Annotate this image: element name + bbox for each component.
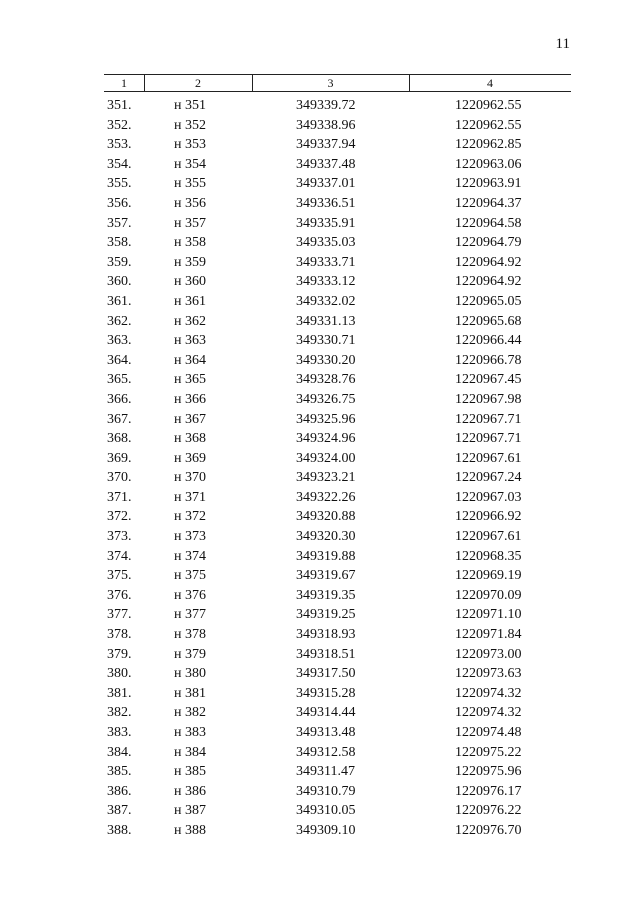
point-name: н 377: [174, 607, 206, 623]
row-number: 369.: [107, 450, 132, 466]
coordinate-x: 349319.88: [296, 548, 356, 564]
coordinate-x: 349320.88: [296, 509, 356, 525]
point-name: н 357: [174, 215, 206, 231]
row-number: 378.: [107, 627, 132, 643]
point-name: н 372: [174, 509, 206, 525]
table-row: [104, 527, 571, 547]
table-row: [104, 605, 571, 625]
table-row: [104, 233, 571, 253]
coordinate-x: 349333.12: [296, 274, 356, 290]
table-row: [104, 801, 571, 821]
table-row: [104, 272, 571, 292]
coordinate-y: 1220967.45: [455, 372, 522, 388]
table-row: [104, 312, 571, 332]
coordinate-x: 349335.03: [296, 235, 356, 251]
coordinate-y: 1220962.85: [455, 137, 522, 153]
point-name: н 384: [174, 744, 206, 760]
table-row: [104, 782, 571, 802]
coordinate-y: 1220975.22: [455, 744, 522, 760]
point-name: н 358: [174, 235, 206, 251]
table-row: [104, 723, 571, 743]
row-number: 355.: [107, 176, 132, 192]
coordinate-x: 349337.94: [296, 137, 356, 153]
coordinate-x: 349315.28: [296, 685, 356, 701]
row-number: 385.: [107, 764, 132, 780]
row-number: 357.: [107, 215, 132, 231]
point-name: н 385: [174, 764, 206, 780]
coordinate-y: 1220974.48: [455, 725, 522, 740]
row-number: 368.: [107, 431, 132, 447]
row-number: 360.: [107, 274, 132, 290]
table-row: [104, 194, 571, 214]
row-number: 354.: [107, 156, 132, 172]
table-row: [104, 331, 571, 351]
coordinate-y: 1220976.70: [455, 822, 522, 838]
point-name: н 362: [174, 313, 206, 329]
coordinate-x: 349338.96: [296, 117, 356, 133]
table-row: [104, 155, 571, 175]
coordinate-x: 349333.71: [296, 254, 356, 270]
coordinate-y: 1220975.96: [455, 764, 522, 780]
row-number: 386.: [107, 783, 132, 799]
row-number: 352.: [107, 117, 132, 133]
row-number: 362.: [107, 313, 132, 329]
table-row: [104, 684, 571, 704]
point-name: н 365: [174, 372, 206, 388]
table-row: [104, 743, 571, 763]
row-number: 379.: [107, 646, 132, 662]
table-row: [104, 410, 571, 430]
coordinate-y: 1220967.61: [455, 529, 522, 545]
point-name: н 360: [174, 274, 206, 290]
point-name: н 371: [174, 489, 206, 505]
coordinate-x: 349337.01: [296, 176, 356, 192]
coordinate-y: 1220962.55: [455, 117, 522, 133]
table-row: [104, 625, 571, 645]
row-number: 370.: [107, 470, 132, 486]
coordinate-y: 1220973.00: [455, 646, 522, 662]
point-name: н 356: [174, 195, 206, 211]
coordinate-y: 1220974.32: [455, 685, 522, 701]
coordinate-x: 349312.58: [296, 744, 356, 760]
coordinate-x: 349335.91: [296, 215, 356, 231]
table-body: [104, 96, 571, 841]
table-row: [104, 664, 571, 684]
column-header-1: 1: [104, 75, 145, 91]
point-name: н 352: [174, 117, 206, 133]
coordinate-y: 1220967.24: [455, 470, 522, 486]
coordinate-y: 1220967.61: [455, 450, 522, 466]
point-name: н 351: [174, 98, 206, 113]
point-name: н 373: [174, 529, 206, 545]
coordinate-x: 349310.79: [296, 783, 356, 799]
row-number: 380.: [107, 666, 132, 682]
coordinate-y: 1220964.58: [455, 215, 522, 231]
point-name: н 354: [174, 156, 206, 172]
coordinate-y: 1220964.37: [455, 195, 522, 211]
table-row: [104, 214, 571, 234]
coordinate-x: 349322.26: [296, 489, 356, 505]
coordinate-y: 1220967.71: [455, 431, 522, 447]
table-row: [104, 390, 571, 410]
coordinate-y: 1220966.92: [455, 509, 522, 525]
coordinate-x: 349317.50: [296, 666, 356, 682]
table-row: [104, 429, 571, 449]
point-name: н 382: [174, 705, 206, 721]
coordinate-x: 349319.25: [296, 607, 356, 623]
coordinate-y: 1220969.19: [455, 568, 522, 584]
coordinate-x: 349309.10: [296, 822, 356, 838]
table-row: [104, 507, 571, 527]
row-number: 356.: [107, 195, 132, 211]
row-number: 384.: [107, 744, 132, 760]
coordinate-y: 1220974.32: [455, 705, 522, 721]
coordinate-y: 1220965.05: [455, 293, 522, 309]
row-number: 367.: [107, 411, 132, 427]
coordinate-x: 349313.48: [296, 725, 356, 740]
coordinate-y: 1220976.17: [455, 783, 522, 799]
coordinate-x: 349331.13: [296, 313, 356, 329]
coordinate-x: 349337.48: [296, 156, 356, 172]
coordinate-y: 1220966.78: [455, 352, 522, 368]
point-name: н 366: [174, 391, 206, 407]
table-row: [104, 645, 571, 665]
coordinate-x: 349330.20: [296, 352, 356, 368]
column-header-4: 4: [487, 76, 493, 90]
coordinate-x: 349328.76: [296, 372, 356, 388]
row-number: 373.: [107, 529, 132, 545]
point-name: н 386: [174, 783, 206, 799]
coordinate-y: 1220967.98: [455, 391, 522, 407]
column-header-3: 3: [252, 75, 410, 91]
row-number: 382.: [107, 705, 132, 721]
coordinate-y: 1220976.22: [455, 803, 522, 819]
point-name: н 367: [174, 411, 206, 427]
coordinate-x: 349326.75: [296, 391, 356, 407]
row-number: 359.: [107, 254, 132, 270]
coordinate-y: 1220963.06: [455, 156, 522, 172]
coordinate-y: 1220966.44: [455, 333, 522, 349]
column-header-2: 2: [144, 75, 253, 91]
coordinate-x: 349324.00: [296, 450, 356, 466]
row-number: 371.: [107, 489, 132, 505]
point-name: н 370: [174, 470, 206, 486]
row-number: 388.: [107, 822, 132, 838]
point-name: н 368: [174, 431, 206, 447]
coordinate-x: 349323.21: [296, 470, 356, 486]
table-header: [104, 74, 571, 92]
row-number: 358.: [107, 235, 132, 251]
row-number: 366.: [107, 391, 132, 407]
page-number: 11: [555, 36, 570, 52]
table-row: [104, 488, 571, 508]
coordinate-x: 349332.02: [296, 293, 356, 309]
point-name: н 374: [174, 548, 206, 564]
table-row: [104, 762, 571, 782]
table-row: [104, 351, 571, 371]
coordinate-x: 349336.51: [296, 195, 356, 211]
coordinate-y: 1220967.71: [455, 411, 522, 427]
coordinate-x: 349311.47: [296, 764, 355, 780]
coordinate-y: 1220970.09: [455, 587, 522, 603]
coordinate-y: 1220964.92: [455, 254, 522, 270]
table-row: [104, 174, 571, 194]
coordinate-y: 1220971.84: [455, 627, 522, 643]
point-name: н 361: [174, 293, 206, 309]
coordinate-x: 349324.96: [296, 431, 356, 447]
row-number: 374.: [107, 548, 132, 564]
coordinate-y: 1220964.79: [455, 235, 522, 251]
coordinate-y: 1220967.03: [455, 489, 522, 505]
table-row: [104, 468, 571, 488]
table-row: [104, 292, 571, 312]
point-name: н 369: [174, 450, 206, 466]
row-number: 376.: [107, 587, 132, 603]
coordinate-y: 1220964.92: [455, 274, 522, 290]
row-number: 365.: [107, 372, 132, 388]
row-number: 372.: [107, 509, 132, 525]
coordinate-x: 349339.72: [296, 98, 356, 113]
point-name: н 387: [174, 803, 206, 819]
coordinate-y: 1220968.35: [455, 548, 522, 564]
point-name: н 355: [174, 176, 206, 192]
coordinate-x: 349318.93: [296, 627, 356, 643]
table-row: [104, 96, 571, 116]
row-number: 353.: [107, 137, 132, 153]
point-name: н 379: [174, 646, 206, 662]
table-row: [104, 253, 571, 273]
coordinate-x: 349325.96: [296, 411, 356, 427]
point-name: н 378: [174, 627, 206, 643]
point-name: н 364: [174, 352, 206, 368]
point-name: н 359: [174, 254, 206, 270]
table-row: [104, 821, 571, 841]
point-name: н 388: [174, 822, 206, 838]
table-row: [104, 547, 571, 567]
table-row: [104, 370, 571, 390]
row-number: 377.: [107, 607, 132, 623]
coordinate-x: 349314.44: [296, 705, 356, 721]
coordinate-y: 1220971.10: [455, 607, 522, 623]
row-number: 351.: [107, 98, 132, 113]
table-row: [104, 566, 571, 586]
row-number: 364.: [107, 352, 132, 368]
coordinate-x: 349310.05: [296, 803, 356, 819]
row-number: 383.: [107, 725, 132, 740]
table-row: [104, 116, 571, 136]
row-number: 375.: [107, 568, 132, 584]
point-name: н 376: [174, 587, 206, 603]
coordinate-y: 1220962.55: [455, 98, 522, 113]
coordinate-x: 349330.71: [296, 333, 356, 349]
coordinate-y: 1220963.91: [455, 176, 522, 192]
table-row: [104, 586, 571, 606]
point-name: н 363: [174, 333, 206, 349]
point-name: н 353: [174, 137, 206, 153]
row-number: 387.: [107, 803, 132, 819]
point-name: н 381: [174, 685, 206, 701]
row-number: 381.: [107, 685, 132, 701]
point-name: н 375: [174, 568, 206, 584]
coordinate-x: 349319.35: [296, 587, 356, 603]
point-name: н 383: [174, 725, 206, 740]
coordinate-y: 1220973.63: [455, 666, 522, 682]
row-number: 363.: [107, 333, 132, 349]
coordinate-x: 349319.67: [296, 568, 356, 584]
coordinate-y: 1220965.68: [455, 313, 522, 329]
coordinate-x: 349320.30: [296, 529, 356, 545]
table-row: [104, 449, 571, 469]
point-name: н 380: [174, 666, 206, 682]
row-number: 361.: [107, 293, 132, 309]
table-row: [104, 703, 571, 723]
table-row: [104, 135, 571, 155]
coordinate-x: 349318.51: [296, 646, 356, 662]
